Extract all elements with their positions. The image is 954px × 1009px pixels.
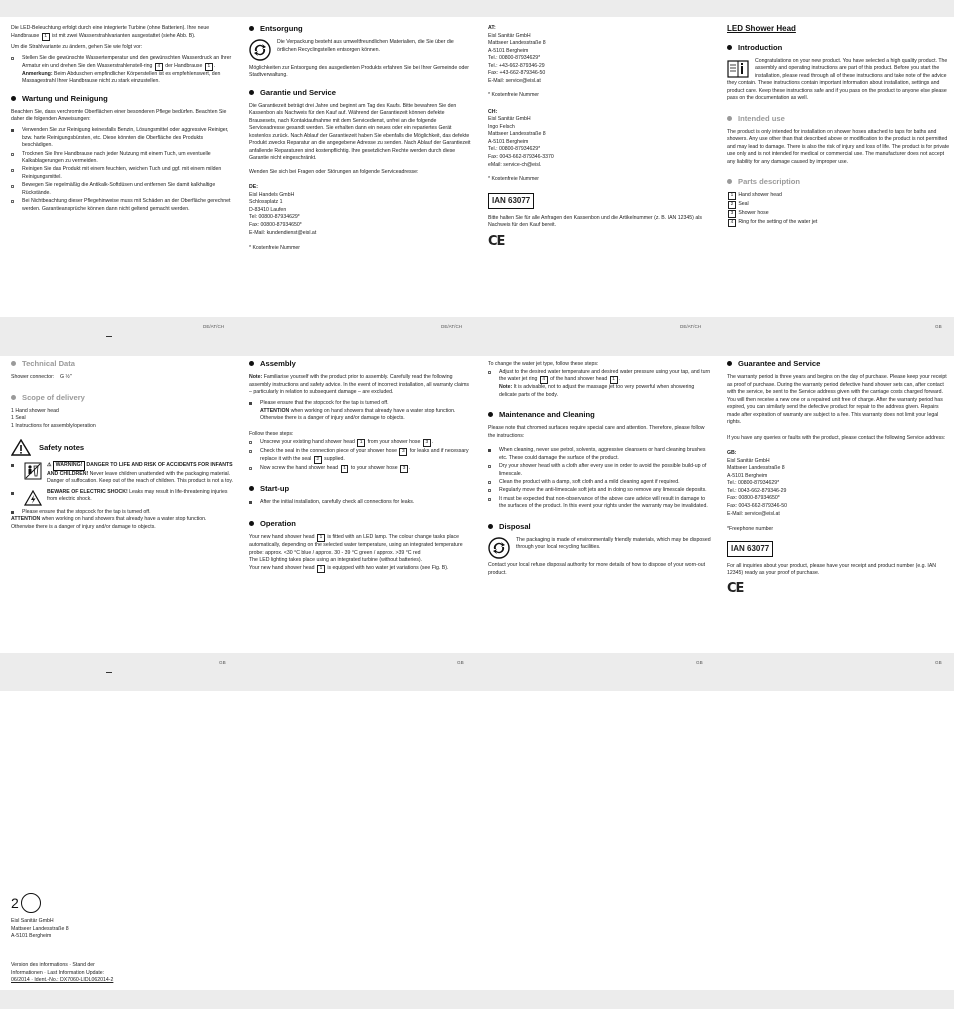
address-de: DE: Eisl Handels GmbH Schlossplatz 1 D-83410 Laufen Tel: 00800-87934629* Fax: 00800-87934650* E-Mail: kundendienst@eisl.at [249, 184, 317, 236]
lower-band [0, 653, 954, 691]
freephone-note: *Freephone number [727, 526, 774, 533]
freephone-note: * Kostenfreie Nummer [249, 245, 301, 252]
top-band [0, 0, 954, 17]
recycling-icon [488, 537, 510, 559]
warranty-text: Die Garantiezeit beträgt drei Jahre und beginnt am Tag des Kaufs. Bitte bewahren Sie den Kassenbon als Nachweis für den Kauf auf. Während der Garantiezeit können defekte Brausesets, nach Kontaktaufnahme mit dem Servicedienst, unfrei an die folgende Serviceadresse gesandt werden. Sie erhalten dann ein neues oder ein repariertes Gerät kostenlos zurück. Nach Ablauf der Garantiezeit haben Sie ebenfalls die Möglichkeit, das defekte Produkt zwecks Reparatur an die angegebene Adresse zu senden. Nach Ablauf der Garantiezeit anfallende Reparaturen sind kostenpflichtig. Ihre gesetzlichen Rechte werden durch diese Garantie nicht eingeschränkt. [249, 102, 471, 162]
page-footer: GB [935, 660, 942, 665]
guarantee-text: The warranty period is three years and begins on the day of purchase. Please keep your receipt as proof of purchase. During the warranty period defective hand shower sets can, after contact with the service, be sent to the Service address given with the carriage costs charged forward. You will then receive a new one or a repaired unit free of charge. After the warranty period has expired, you can similarly send the defective product for repair to the address given. Repairs made after expiration of warranty are subject to a fee. This warranty does not limit your legal rights. [727, 374, 947, 426]
section-heading-parts: Parts description [727, 176, 951, 187]
page-6-gb-assembly [249, 358, 473, 576]
back-page-number: 2 [11, 893, 41, 913]
disposal-text-2: Contact your local refuse disposal authority for more details of how to dispose of your worn-out product. [488, 562, 706, 576]
attention-note: ATTENTION when working on hand showers that already have a water stop function. [11, 516, 207, 523]
ian-number: IAN 63077 [727, 541, 773, 557]
list-item: Adjust to the desired water temperature and desired water pressure using your tap, and turn the water jet ring 4 of the hand shower head 1 . Note: It is advisable, not to adjust the massage jet too very powerful when showering delicate parts of the body. [488, 369, 712, 400]
intended-use-text: The product is only intended for installation on shower hoses attached to taps for baths and showers. Any use other than that described above or modification to the product is not permitted and may lead to damage. There is also the risk of injury and loss of life. The product is for private use only and is not intended for medical or commercial use. The manufacturer does not accept any liability for any damage caused by improper use. [727, 128, 950, 165]
section-heading-scope: Scope of delivery [11, 392, 235, 403]
list-item: 2 Seal [727, 201, 951, 209]
page-5-gb-safety [11, 358, 235, 531]
page-footer: GB [935, 324, 942, 329]
page-7-gb-cleaning [488, 361, 712, 581]
page-footer: DE/AT/CH [680, 324, 702, 329]
list-item: Trocknen Sie Ihre Handbrause nach jeder Nutzung mit einem Tuch, um eventuelle Kalkablagerungen zu vermeiden. [11, 151, 235, 166]
operation-text-2: The LED lighting takes place using an integrated turbine (without batteries). [249, 557, 423, 564]
care-lead: Beachten Sie, dass verchromte Oberflächen einer besonderen Pflege bedürfen. Beachten Sie daher die folgenden Anweisungen: [11, 108, 227, 123]
list-item: When cleaning, never use petrol, solvents, aggressive cleansers or hard cleaning brushes etc. These could damage the surface of the product. [488, 447, 712, 462]
section-heading-disposal-gb: Disposal [488, 521, 712, 532]
care-list-de [11, 127, 235, 213]
assembly-steps [249, 439, 473, 473]
section-heading-introduction: Introduction [727, 42, 951, 53]
disposal-text: Die Verpackung besteht aus umweltfreundlichen Materialien, die Sie über die örtlichen Recyclingstellen entsorgen können. [277, 39, 454, 53]
section-heading-guarantee: Guarantee and Service [727, 358, 951, 369]
scope-list [11, 408, 235, 431]
intro-row [727, 58, 951, 103]
contact-lead: Wenden Sie sich bei Fragen oder Störungen an folgende Serviceadresse: [249, 168, 419, 175]
list-item: Dry your shower head with a cloth after every use in order to avoid the possible build-up of limescale. [488, 463, 712, 478]
operation-text: Your new hand shower head 1 is fitted with an LED lamp. The colour change tasks place automatically, depending on the selected water temperature, using an integrated temperature probe: approx. <30 °C blue / approx. 30 - 39 °C green / approx. >39 °C red [249, 534, 463, 556]
warning-children: ⚠ WARNING! DANGER TO LIFE AND RISK OF ACCIDENTS FOR INFANTS AND CHILDREN! Never leave children unattended with the packaging material. Danger of suffocation. Keep out of the reach of children. This product is not a toy. [11, 461, 235, 486]
parts-list [727, 192, 951, 227]
section-heading-safety: Safety notes [11, 439, 235, 456]
tech-data-row: Shower connector: G ½" [11, 374, 72, 380]
language-circle [21, 893, 41, 913]
list-item: It must be expected that non-observance of the above care advice will result in damage to the surfaces of the product. In this event your rights under the warranty may be invalidated. [488, 496, 712, 511]
list-item: Check the seal in the connection piece of your shower hose 3 for leaks and if necessary replace it with the seal 2 supplied. [249, 448, 473, 464]
list-item: Regularly move the anti-limescale soft jets and in doing so remove any limescale deposits. [488, 487, 712, 495]
otherwise-note: Otherwise there is a danger of injury and/or damage to objects. [11, 523, 156, 530]
list-item: Bei Nichtbeachtung dieser Pflegehinweise muss mit Schäden an der Oberfläche gerechnet werden. Garantieansprüche können dann nicht geltend gemacht werden. [11, 198, 235, 213]
list-item: Verwenden Sie zur Reinigung keinesfalls Benzin, Lösungsmittel oder aggressive Reiniger, bzw. harte Reinigungsbürsten, etc. Diese könnten die Oberfläche des Produkts beschädigen. [11, 127, 235, 150]
ian-number: IAN 63077 [488, 193, 534, 209]
jet-lead: To change the water jet type, follow these steps: [488, 361, 599, 367]
list-item: 1 Seal [11, 415, 26, 422]
ian-note: For all inquiries about your product, please have your receipt and product number (e.g. IAN 12345) ready as your proof of purchase. [727, 562, 937, 577]
list-item: Reinigen Sie das Produkt mit einem feuchten, weichen Tuch und ggf. mit einem milden Reinigungsmittel. [11, 166, 235, 181]
jet-steps [488, 369, 712, 400]
page-4-gb-intro [727, 23, 951, 228]
address-gb: GB: Eisl Sanitär GmbH Mattseer Landesstraße 8 A-5101 Bergheim Tel.: 00800-87934629* Tel.: 0043-662-879346-29 Fax: 00800-87934650* Fax: 0043-662-879346-50 E-Mail: service@eisl.at [727, 450, 787, 517]
back-company-address: Eisl Sanitär GmbH Mattseer Landesstraße 8 A-5101 Bergheim [11, 918, 69, 940]
change-lead: Um die Strahlvariante zu ändern, gehen Sie wie folgt vor: [11, 44, 143, 51]
warning-label: WARNING! [53, 461, 85, 471]
disposal-text: The packaging is made of environmentally friendly materials, which may be disposed through your local recycling facilities. [516, 536, 711, 551]
version-info: Version des informations · Stand der Informationen · Last Information Update: 06/2014 · Ident.-No.: DX7060-LIDL062014-2 [11, 962, 114, 984]
list-item: 1 Hand shower head [727, 192, 951, 200]
list-item: Clean the product with a damp, soft cloth and a mild cleaning agent if required. [488, 479, 712, 487]
disposal-row [249, 39, 473, 61]
page-footer: GB [696, 660, 703, 665]
freephone-note: * Kostenfreie Nummer [488, 92, 540, 99]
fold-mark [106, 672, 112, 673]
list-item: Unscrew your existing hand shower head 1 from your shower hose 3 . [249, 439, 473, 447]
stopcock-note: Please ensure that the stopcock for the tap is turned off. ATTENTION when working on hand showers that already have a water stop function. Otherwise there is a danger of injury and/or damage to objects. [249, 400, 473, 423]
list-item: Stellen Sie die gewünschte Wassertemperatur und den gewünschten Wasserdruck an Ihrer Armatur ein und drehen Sie den Wasserstrahlenstell-ring 4 der Handbrause 1 . Anmerkung: Beim Abduschen empfindlicher Körperstellen ist es empfehlenswert, den Massagestrahl Ihrer Handbrause nicht zu stark einzustellen. [11, 55, 235, 86]
page-footer: DE/AT/CH [441, 324, 463, 329]
ian-note: Bitte halten Sie für alle Anfragen den Kassenbon und die Artikelnummer (z. B. IAN 12345) als Nachweis für den Kauf bereit. [488, 214, 702, 229]
section-heading-assembly: Assembly [249, 358, 473, 369]
section-heading-operation: Operation [249, 518, 473, 529]
freephone-note-2: * Kostenfreie Nummer [488, 176, 540, 183]
startup-text: After the initial installation, carefully check all connections for leaks. [249, 499, 473, 507]
contact-text: If you have any queries or faults with the product, please contact the following Service address: [727, 434, 946, 441]
page-footer: GB [219, 660, 226, 665]
ce-mark: CE [727, 580, 744, 596]
middle-band [0, 317, 954, 356]
section-heading-disposal-de: Entsorgung [249, 23, 473, 34]
address-ch: CH: Eisl Sanitär GmbH Ingo Felsch Mattseer Landesstraße 8 A-5101 Bergheim Tel.: 00800-87934629* Fax: 0043-662-879346-3370 eMail: service-ch@eisl. [488, 108, 554, 168]
warning-electric: BEWARE OF ELECTRIC SHOCK! Leaks may result in life-threatening injuries from electric shock. [11, 489, 235, 504]
section-heading-technical-data: Technical Data [11, 358, 235, 369]
electric-shock-icon [24, 490, 42, 506]
list-item: 4 Ring for the setting of the water jet [727, 219, 951, 227]
section-heading-startup: Start-up [249, 483, 473, 494]
care-lead: Please note that chromed surfaces require special care and attention. Therefore, please follow the instructions: [488, 425, 705, 439]
section-heading-warranty-de: Garantie und Service [249, 87, 473, 98]
section-heading-maintenance: Maintenance and Cleaning [488, 409, 712, 420]
bottom-band [0, 990, 954, 1009]
page-footer: DE/AT/CH [203, 324, 225, 329]
page-2-de-warranty [249, 21, 473, 256]
list-item: Now screw the hand shower head 1 to your shower hose 3 . [249, 465, 473, 473]
change-steps [11, 55, 235, 86]
intro-text: Congratulations on your new product. You have selected a high quality product. The assembly and operating instructions are part of this product. Before you start the installation, please read through all of these instructions and take note of the advice they contain. These instructions contain important information about installation, settings and product care. Keep these instructions safe and if you pass on the product to anyone else please pass on the documentation as well. [727, 57, 948, 102]
recycling-icon [249, 39, 271, 61]
intro-paragraph: Die LED-Beleuchtung erfolgt durch eine integrierte Turbine (ohne Batterien). Ihre neue Handbrause 1 ist mit zwei Wasserstrahlvarianten ausgestattet (siehe Abb. B). [11, 25, 210, 39]
page-3-de-addresses [488, 25, 712, 252]
info-book-icon [727, 60, 749, 78]
ce-mark: CE [488, 234, 505, 250]
stopcock-note: Please ensure that the stopcock for the tap is turned off. [11, 509, 235, 517]
warning-triangle-icon [11, 439, 31, 456]
page-1-de-usage [11, 25, 235, 217]
list-item: 1 Instructions for assembly/operation [11, 422, 96, 429]
child-warning-icon [24, 462, 42, 480]
operation-text-3: Your new hand shower head 1 is equipped with two water jet variations (see Fig. B). [249, 564, 449, 571]
document-title: LED Shower Head [727, 24, 796, 33]
list-item: Bewegen Sie regelmäßig die Antikalk-Softdüsen und entfernen Sie damit kalkhaltige Rückstände. [11, 182, 235, 197]
disposal-text-2: Möglichkeiten zur Entsorgung des ausgedienten Produkts erfahren Sie bei Ihrer Gemeinde oder Stadtverwaltung. [249, 64, 470, 79]
steps-lead: Follow these steps: [249, 430, 294, 437]
section-heading-intended-use: Intended use [727, 113, 951, 124]
page-8-gb-guarantee [727, 358, 951, 599]
assembly-note: Note: Familiarise yourself with the product prior to assembly. Carefully read the following assembly instructions and safety advice. In the event of incorrect installation, all warranty claims – particularly in relation to subsequent damage – are excluded. [249, 374, 469, 396]
section-heading-care-de: Wartung und Reinigung [11, 93, 235, 104]
address-at: AT: Eisl Sanitär GmbH Mattseer Landesstraße 8 A-5101 Bergheim Tel.: 00800-87934629* Tel.: +43-662-879346-29 Fax: +43-662-879346-50 E-Mail: service@eisl.at [488, 25, 546, 84]
fold-mark [106, 336, 112, 337]
care-list-gb [488, 447, 712, 510]
disposal-row [488, 537, 712, 559]
page-footer: GB [457, 660, 464, 665]
list-item: 3 Shower hose [727, 210, 951, 218]
list-item: 1 Hand shower head [11, 407, 59, 414]
